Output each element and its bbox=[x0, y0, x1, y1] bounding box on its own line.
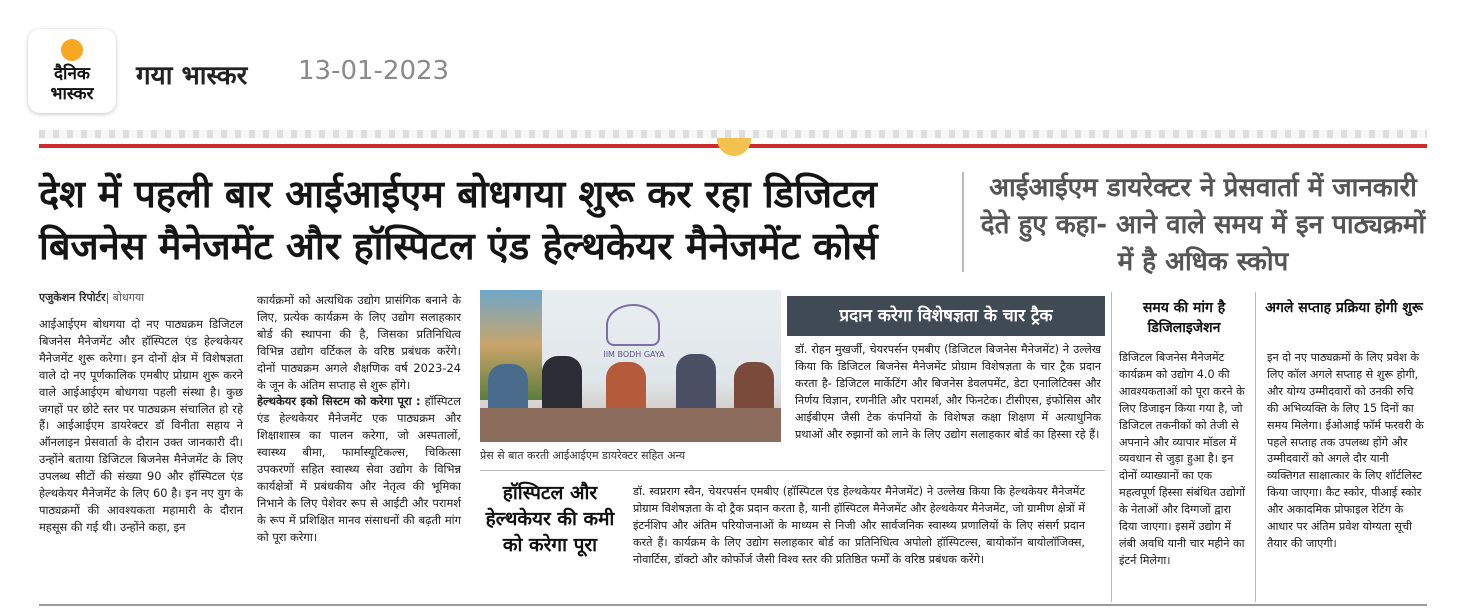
bottom-rule bbox=[39, 604, 1427, 606]
column-2 bbox=[257, 292, 461, 546]
column-divider bbox=[1255, 292, 1256, 602]
side-heading: हॉस्पिटल और हेल्थकेयर की कमी को करेगा पूरा bbox=[485, 482, 615, 556]
page-top-decoration bbox=[39, 130, 1427, 146]
logo-line-2: भास्कर bbox=[50, 84, 94, 104]
column-3-text: डॉ. रोहन मुखर्जी, चेयरपर्सन एमबीए (डिजिटल बिजनेस मैनेजमेंट) ने उल्लेख किया कि डिजिटल बिजनेस मैनेजमेंट प्रोग्राम विशेषज्ञता के चार ट्रैक प्रदान करता है- डिजिटल मार्केटिंग और बिजनेस डेवलपमेंट, डेटा एनालिटिक्स और निर्णय विज्ञान, रणनीति और परामर्श, और फिनटेक। टीसीएस, इंफोसिस और आईबीएम जैसी टेक कंपनियों के विशेषज्ञ कक्षा शिक्षण में अत्याधुनिक प्रथाओं और रुझानों को लाने के लिए उद्योग सलाहकार बोर्ड का हिस्सा रहे हैं। bbox=[795, 343, 1101, 441]
headline-line-2: बिजनेस मैनेजमेंट और हॉस्पिटल एंड हेल्थकेयर मैनेजमेंट कोर्स bbox=[39, 224, 878, 268]
stripe-decoration bbox=[39, 130, 1427, 138]
column-2-para-1: कार्यक्रमों को अत्यधिक उद्योग प्रासंगिक बनाने के लिए, प्रत्येक कार्यक्रम के लिए उद्योग सलाहकार बोर्ड की स्थापना की है, जिसका प्रतिनिधित्व विभिन्न उद्योग वर्टिकल के वरिष्ठ प्रबंधक करेंगे। दोनों पाठ्यक्रम अगले शैक्षणिक वर्ष 2023-24 के जून के अंतिम सप्ताह से शुरू होंगे। bbox=[257, 293, 461, 392]
edition-date: 13-01-2023 bbox=[298, 56, 450, 86]
newspaper-page bbox=[39, 130, 1427, 612]
dainik-bhaskar-logo[interactable] bbox=[28, 29, 116, 113]
column-6-text: इन दो नए पाठ्यक्रमों के लिए प्रवेश के लिए कॉल अगले सप्ताह से शुरू होगी, और योग्य उम्मीदवारों को उनकी रुचि की अभिव्यक्ति के लिए 15 दिनों का समय मिलेगा। ईओआई फॉर्म फरवरी के पहले सप्ताह तक उपलब्ध होंगे और उम्मीदवारों को अगले दौर यानी व्यक्तिगत साक्षात्कार के लिए शॉर्टलिस्ट किया जाएगा। कैट स्कोर, पीआई स्कोर और अकादमिक प्रोफाइल रेटिंग के आधार पर अंतिम प्रवेश योग्यता सूची तैयार की जाएगी। bbox=[1267, 351, 1424, 550]
column-2-lead: हेल्थकेयर इको सिस्टम को करेगा पूरा : bbox=[257, 394, 421, 409]
column-6-heading: अगले सप्ताह प्रक्रिया होगी शुरू bbox=[1265, 300, 1423, 316]
edition-name: गया भास्कर bbox=[136, 61, 248, 91]
subheadline: आईआईएम डायरेक्टर ने प्रेसवार्ता में जानकारी देते हुए कहा- आने वाले समय में इन पाठ्यक्रमों में है अधिक स्कोप bbox=[980, 173, 1426, 277]
photo-caption: प्रेस से बात करती आईआईएम डायरेक्टर सहित अन्य bbox=[480, 449, 686, 462]
column-1-text: आईआईएम बोधगया दो नए पाठ्यक्रम डिजिटल बिजनेस मैनेजमेंट और हॉस्पिटल एंड हेल्थकेयर मैनेजमेंट शुरू करेगा। इन दोनों क्षेत्र में विशेषज्ञता वाले दो नए पूर्णकालिक एमबीए प्रोग्राम शुरू करने वाले आईआईएम बोधगया पहली संस्था है। कुछ जगहों पर छोटे स्तर पर पाठ्यक्रम संचालित हो रहे हैं। आईआईएम डायरेक्टर डॉ विनीता सहाय ने ऑनलाइन प्रेसवार्ता के दौरान उक्त जानकारी दी। उन्होंने बताया डिजिटल बिजनेस मैनेजमेंट के लिए उपलब्ध सीटों की संख्या 90 और हॉस्पिटल एंड हेल्थकेयर मैनेजमेंट के लिए 60 है। इन नए युग के पाठ्यक्रमों की आवश्यकता महामारी के दौरान महसूस की गई थी। उन्होंने कहा, इन bbox=[39, 317, 243, 534]
column-2-para-2: हॉस्पिटल एंड हेल्थकेयर मैनेजमेंट एक पाठ्यक्रम और शिक्षाशास्त्र का पालन करेगा, जो अस्पतालों, स्वास्थ्य बीमा, फार्मास्यूटिकल्स, चिकित्सा उपकरणों सहित स्वास्थ्य सेवा उद्योग के विभिन्न कार्यक्षेत्रों में प्रबंधकीय और नेतृत्व की भूमिका निभाने के लिए पेशेवर रूप से आईटी और परामर्श के रूप में प्रशिक्षित मानव संसाधनों की बढ़ती मांग को पूरा करेगा। bbox=[257, 394, 461, 544]
column-divider bbox=[1111, 292, 1112, 602]
newspaper-header bbox=[0, 0, 1462, 120]
byline-name: एजुकेशन रिपोर्टर bbox=[39, 291, 106, 304]
headline-line-1: देश में पहली बार आईआईएम बोधगया शुरू कर रहा डिजिटल bbox=[39, 172, 877, 216]
byline-place: | बोधगया bbox=[105, 291, 145, 304]
headline bbox=[39, 168, 949, 272]
column-5-heading: समय की मांग है डिजिलाइजेशन bbox=[1142, 300, 1226, 336]
logo-line-1: दैनिक bbox=[54, 64, 90, 84]
column-5-text: डिजिटल बिजनेस मैनेजमेंट कार्यक्रम को उद्योग 4.0 की आवश्यकताओं को पूरा करने के लिए डिजाइन किया गया है, जो डिजिटल तकनीकों को तेजी से अपनाने और व्यापार मॉडल में व्यवधान से जुड़ा हुआ है। इन दोनों व्याख्यानों का एक महत्वपूर्ण हिस्सा संबंधित उद्योगों के नेताओं और दिग्गजों द्वारा दिया जाएगा। इसमें उद्योग में लंबी अवधि यानी चार महीने का इंटर्न मिलेगा। bbox=[1119, 351, 1246, 567]
sun-icon bbox=[61, 39, 83, 61]
column-4-text: डॉ. स्वप्नराग स्वैन, चेयरपर्सन एमबीए (हॉस्पिटल एंड हेल्थकेयर मैनेजमेंट) ने उल्लेख किया कि हेल्थकेयर मैनेजमेंट प्रोग्राम विशेषज्ञता के दो ट्रैक प्रदान करता है, यानी हॉस्पिटल मैनेजमेंट और हेल्थकेयर मैनेजमेंट, जो ग्रामीण क्षेत्रों में इंटर्नशिप और अंतिम परियोजनाओं के माध्यम से निजी और सार्वजनिक स्वास्थ्य प्रणालियों के लिए संसर्ग प्रदान करते हैं। कार्यक्रम के लिए उद्योग सलाहकार बोर्ड का प्रतिनिधित्व अपोलो हॉस्पिटल्स, बायोकॉन बायोलॉजिक्स, नोवार्टिस, डॉक्टो और कोर्फोर्ज जैसी विश्व स्तर की प्रतिष्ठित फर्मों के वरिष्ठ प्रबंधक करेंगे। bbox=[633, 485, 1085, 566]
press-conference-photo[interactable] bbox=[480, 290, 781, 442]
sun-ornament-icon bbox=[717, 138, 751, 156]
photo-table bbox=[480, 408, 781, 442]
box-heading: प्रदान करेगा विशेषज्ञता के चार ट्रैक bbox=[787, 296, 1105, 336]
headline-divider bbox=[962, 172, 964, 272]
byline bbox=[39, 290, 144, 305]
photo-logo-text: IIM BODH GAYA bbox=[603, 350, 665, 359]
iim-logo-icon bbox=[606, 304, 660, 346]
section-divider bbox=[480, 470, 1105, 471]
